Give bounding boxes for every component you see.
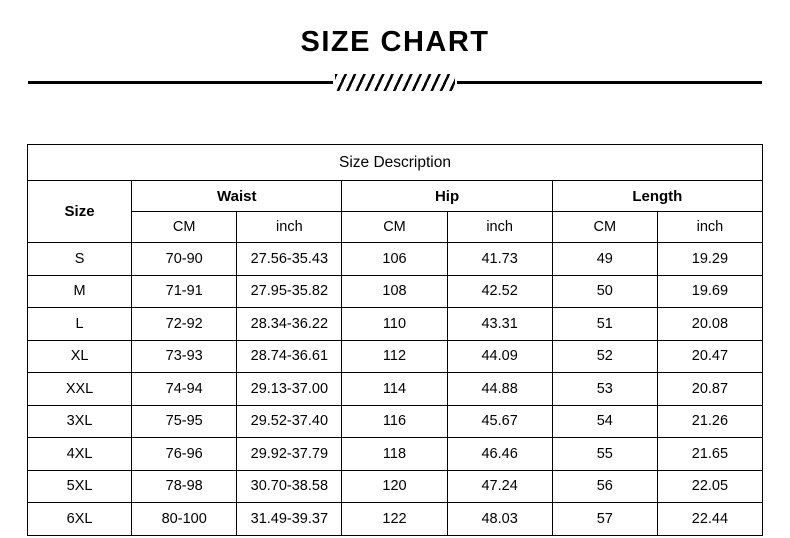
cell-hip-inch: 43.31 — [447, 308, 552, 341]
cell-waist-cm: 72-92 — [132, 308, 237, 341]
cell-length-cm: 53 — [552, 373, 657, 406]
cell-length-inch: 21.65 — [657, 438, 762, 471]
cell-length-cm: 50 — [552, 275, 657, 308]
cell-hip-cm: 122 — [342, 503, 447, 536]
table-row — [28, 275, 763, 308]
cell-length-inch: 19.29 — [657, 243, 762, 276]
cell-length-cm: 57 — [552, 503, 657, 536]
decorative-divider — [0, 73, 790, 91]
header-size: Size — [28, 181, 132, 243]
cell-length-inch: 20.08 — [657, 308, 762, 341]
cell-length-inch: 21.26 — [657, 405, 762, 438]
page-title: SIZE CHART — [300, 26, 490, 58]
cell-length-cm: 52 — [552, 340, 657, 373]
cell-waist-cm: 76-96 — [132, 438, 237, 471]
cell-hip-inch: 44.09 — [447, 340, 552, 373]
unit-length-inch: inch — [657, 212, 762, 243]
unit-hip-inch: inch — [447, 212, 552, 243]
cell-waist-inch: 29.52-37.40 — [237, 405, 342, 438]
size-chart-page — [0, 26, 790, 538]
cell-hip-inch: 42.52 — [447, 275, 552, 308]
cell-size: 4XL — [28, 438, 132, 471]
table-row — [28, 503, 763, 536]
cell-length-cm: 51 — [552, 308, 657, 341]
cell-hip-inch: 45.67 — [447, 405, 552, 438]
cell-waist-cm: 73-93 — [132, 340, 237, 373]
table-row — [28, 373, 763, 406]
unit-length-cm: CM — [552, 212, 657, 243]
cell-waist-inch: 27.56-35.43 — [237, 243, 342, 276]
cell-length-inch: 20.47 — [657, 340, 762, 373]
cell-waist-inch: 28.74-36.61 — [237, 340, 342, 373]
cell-waist-inch: 28.34-36.22 — [237, 308, 342, 341]
size-description-cell: Size Description — [28, 145, 763, 181]
table-row — [28, 470, 763, 503]
cell-waist-inch: 29.92-37.79 — [237, 438, 342, 471]
cell-waist-cm: 74-94 — [132, 373, 237, 406]
cell-waist-cm: 78-98 — [132, 470, 237, 503]
cell-hip-cm: 118 — [342, 438, 447, 471]
cell-waist-inch: 31.49-39.37 — [237, 503, 342, 536]
cell-hip-cm: 106 — [342, 243, 447, 276]
size-chart-table — [27, 144, 763, 536]
cell-size: M — [28, 275, 132, 308]
cell-length-inch: 19.69 — [657, 275, 762, 308]
cell-length-inch: 22.44 — [657, 503, 762, 536]
cell-size: L — [28, 308, 132, 341]
cell-length-inch: 20.87 — [657, 373, 762, 406]
table-caption-row — [28, 145, 763, 181]
cell-length-inch: 22.05 — [657, 470, 762, 503]
table-row — [28, 405, 763, 438]
cell-length-cm: 49 — [552, 243, 657, 276]
cell-length-cm: 54 — [552, 405, 657, 438]
cell-waist-cm: 80-100 — [132, 503, 237, 536]
cell-hip-inch: 47.24 — [447, 470, 552, 503]
cell-length-cm: 55 — [552, 438, 657, 471]
cell-size: 3XL — [28, 405, 132, 438]
unit-waist-cm: CM — [132, 212, 237, 243]
cell-hip-inch: 48.03 — [447, 503, 552, 536]
header-waist: Waist — [132, 181, 342, 212]
header-hip: Hip — [342, 181, 552, 212]
cell-waist-inch: 27.95-35.82 — [237, 275, 342, 308]
cell-hip-cm: 116 — [342, 405, 447, 438]
cell-waist-inch: 30.70-38.58 — [237, 470, 342, 503]
size-table-container — [27, 144, 763, 536]
cell-hip-inch: 41.73 — [447, 243, 552, 276]
cell-hip-cm: 110 — [342, 308, 447, 341]
table-row — [28, 308, 763, 341]
cell-hip-cm: 114 — [342, 373, 447, 406]
table-row — [28, 340, 763, 373]
unit-header-row — [28, 212, 763, 243]
cell-waist-cm: 71-91 — [132, 275, 237, 308]
cell-size: 6XL — [28, 503, 132, 536]
table-row — [28, 243, 763, 276]
cell-length-cm: 56 — [552, 470, 657, 503]
cell-hip-cm: 120 — [342, 470, 447, 503]
hatched-divider-icon — [335, 74, 455, 91]
cell-hip-inch: 44.88 — [447, 373, 552, 406]
table-row — [28, 438, 763, 471]
header-length: Length — [552, 181, 762, 212]
cell-hip-cm: 108 — [342, 275, 447, 308]
group-header-row — [28, 181, 763, 212]
cell-waist-cm: 70-90 — [132, 243, 237, 276]
cell-waist-inch: 29.13-37.00 — [237, 373, 342, 406]
cell-size: S — [28, 243, 132, 276]
divider-line-right — [457, 81, 762, 84]
unit-hip-cm: CM — [342, 212, 447, 243]
cell-size: 5XL — [28, 470, 132, 503]
cell-size: XL — [28, 340, 132, 373]
cell-waist-cm: 75-95 — [132, 405, 237, 438]
divider-line-left — [28, 81, 333, 84]
cell-hip-inch: 46.46 — [447, 438, 552, 471]
cell-size: XXL — [28, 373, 132, 406]
unit-waist-inch: inch — [237, 212, 342, 243]
cell-hip-cm: 112 — [342, 340, 447, 373]
